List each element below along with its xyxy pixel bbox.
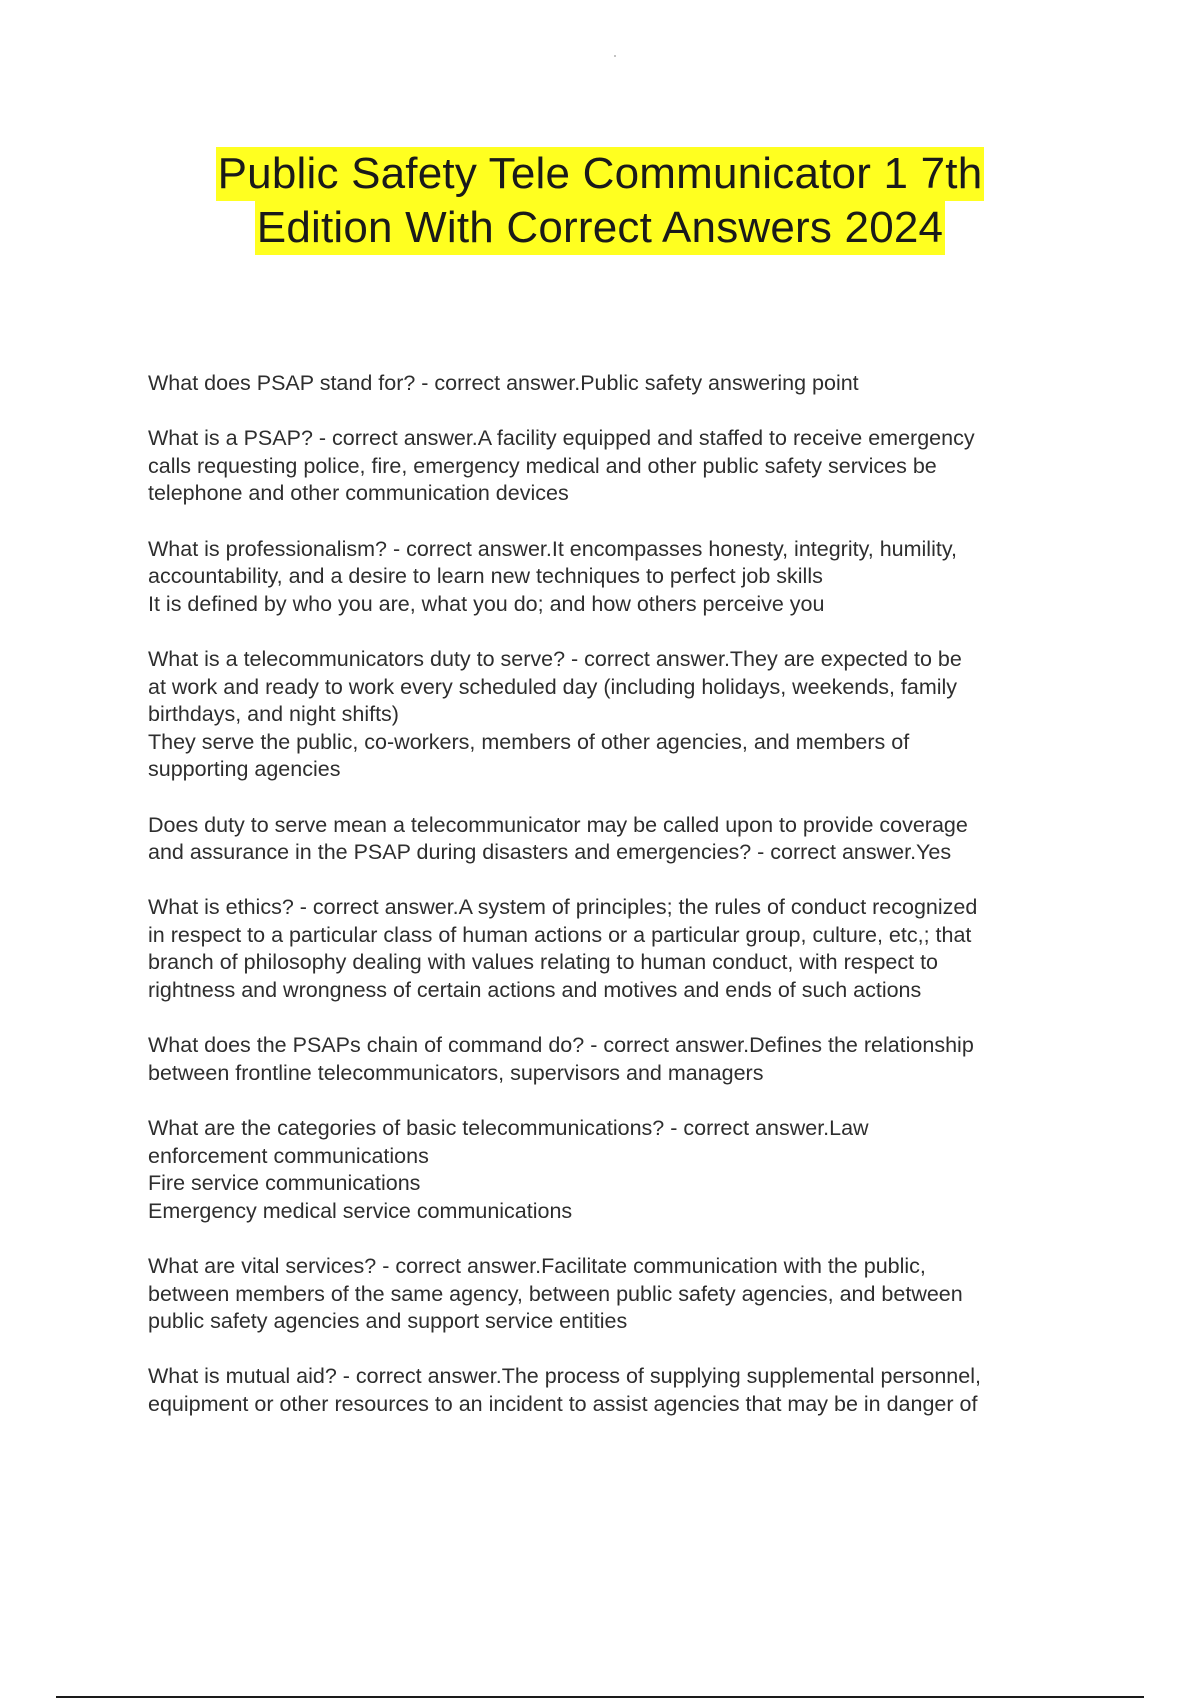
qa-line: between frontline telecommunicators, supervisors and managers [148,1060,764,1085]
qa-line: What are vital services? - correct answer.Facilitate communication with the public, [148,1254,926,1278]
qa-line: They serve the public, co-workers, members of other agencies, and members of [148,729,910,754]
qa-line: What is a PSAP? - correct answer.A facility equipped and staffed to receive emergency [148,426,975,451]
qa-line: calls requesting police, fire, emergency medical and other public safety services be [148,453,937,478]
qa-line: and assurance in the PSAP during disasters and emergencies? - correct answer.Yes [148,840,952,865]
qa-line: telephone and other communication devices [148,481,569,506]
title-line-1: Public Safety Tele Communicator 1 7th [216,147,985,201]
qa-line: What are the categories of basic telecommunications? - correct answer.Law [148,1116,869,1141]
qa-item [148,646,1088,784]
qa-item [148,894,1088,1004]
title-line-2: Edition With Correct Answers 2024 [255,201,945,255]
bottom-rule [56,1696,1144,1698]
qa-item [148,536,1088,619]
qa-item [148,812,1088,867]
qa-item [148,370,1088,398]
qa-line: What is professionalism? - correct answer.It encompasses honesty, integrity, humility, [148,536,957,561]
qa-line: Does duty to serve mean a telecommunicator may be called upon to provide coverage [148,812,968,837]
qa-line: between members of the same agency, between public safety agencies, and between [148,1281,963,1306]
qa-item [148,1115,1088,1225]
qa-line: rightness and wrongness of certain actions and motives and ends of such actions [148,978,922,1003]
qa-line: accountability, and a desire to learn new techniques to perfect job skills [148,564,823,589]
qa-line: at work and ready to work every scheduled day (including holidays, weekends, family [148,674,958,699]
qa-line: equipment or other resources to an incident to assist agencies that may be in danger of [148,1391,978,1416]
qa-line: supporting agencies [148,757,341,782]
qa-line: branch of philosophy dealing with values relating to human conduct, with respect to [148,950,938,975]
qa-line: It is defined by who you are, what you do; and how others perceive you [148,591,825,616]
qa-line: What does PSAP stand for? - correct answer.Public safety answering point [148,371,859,395]
qa-item [148,1363,1088,1418]
qa-item [148,1032,1088,1087]
qa-line: public safety agencies and support service entities [148,1309,628,1334]
qa-item [148,1253,1088,1336]
qa-line: Emergency medical service communications [148,1198,573,1223]
qa-line: What is a telecommunicators duty to serve? - correct answer.They are expected to be [148,646,962,671]
scan-speck [614,55,616,57]
qa-line: What does the PSAPs chain of command do? - correct answer.Defines the relationship [148,1033,974,1058]
qa-list [148,370,1088,1446]
qa-line: What is ethics? - correct answer.A system of principles; the rules of conduct recognized [148,895,978,920]
qa-line: birthdays, and night shifts) [148,702,399,727]
qa-line: Fire service communications [148,1171,421,1196]
qa-line: enforcement communications [148,1143,429,1168]
qa-line: What is mutual aid? - correct answer.The process of supplying supplemental personnel, [148,1364,981,1389]
document-title [0,147,1200,255]
qa-item [148,425,1088,508]
qa-line: in respect to a particular class of human actions or a particular group, culture, etc,; that [148,922,972,947]
